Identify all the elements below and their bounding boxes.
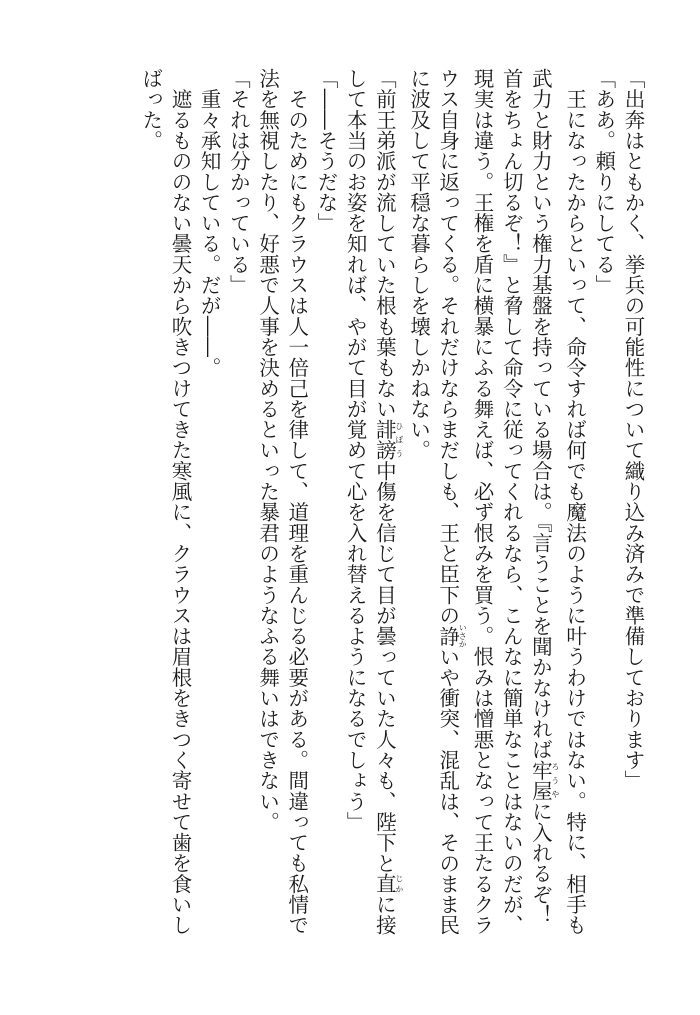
text-line: 「――そうだな」 — [313, 68, 338, 234]
ruby-reading: いさか — [458, 623, 468, 649]
text-line: そのためにもクラウスは人一倍己を律して、道理を重んじる必要がある。間違っても私情で — [284, 68, 309, 936]
text-line: 法を無視したり、好悪で人事を決めるといった暴君のようなふる舞いはできない。 — [255, 68, 280, 833]
text-line: 現実は違う。王権を盾に横暴にふる舞えば、必ず恨みを買う。恨みは憎悪となって王たるクラ — [469, 68, 494, 936]
text-line: に波及して平穏な暮らしを壊しかねない。 — [406, 68, 431, 461]
text-line: ウス自身に返ってくる。それだけならまだしも、王と臣下の諍いさかいや衝突、混乱は、そのまま民 — [435, 68, 468, 936]
text-line: 遮るもののない曇天から吹きつけてきた寒風に、クラウスは眉根をきつく寄せて歯を食いし — [167, 68, 192, 936]
ruby-reading: ひぼう — [394, 419, 404, 461]
text-line: 「それは分かっている」 — [226, 68, 251, 296]
ruby-reading: ろうや — [550, 759, 560, 802]
text-line: 武力と財力という権力基盤を持っている場合は。『言うことを聞かなければ牢屋ろうやに入れるぞ！ — [528, 68, 560, 926]
text-line: 重々承知している。だが――。 — [197, 68, 222, 378]
text-line: 「ああ。頼りにしてる」 — [591, 68, 616, 296]
vertical-text-body — [47, 68, 647, 968]
text-line: 王になったからといって、命令すれば何でも魔法のように叶うわけではない。特に、相手も — [562, 68, 587, 936]
ruby-reading: じか — [394, 873, 404, 895]
text-line: 「前王弟派が流していた根も葉もない誹謗ひぼう中傷を信じて目が曇っていた人々も、陛下と直じかに接 — [372, 68, 404, 936]
text-line: 首をちょん切るぞ！』と脅して命令に従ってくれるなら、こんなに簡単なことはないのだが、 — [499, 68, 524, 936]
ruby-jika: 直じか — [372, 873, 404, 895]
text-line: して本当のお姿を知れば、やがて目が覚めて心を入れ替えるようになるでしょう」 — [343, 68, 368, 833]
text-line: ばった。 — [138, 68, 163, 151]
ruby-isakai: 諍いさか — [435, 623, 468, 649]
ruby-hibou: 誹謗ひぼう — [372, 419, 404, 461]
text-line: 「出奔はともかく、挙兵の可能性について織り込み済みで準備しております」 — [621, 68, 645, 791]
ruby-rouya: 牢屋ろうや — [528, 759, 560, 802]
